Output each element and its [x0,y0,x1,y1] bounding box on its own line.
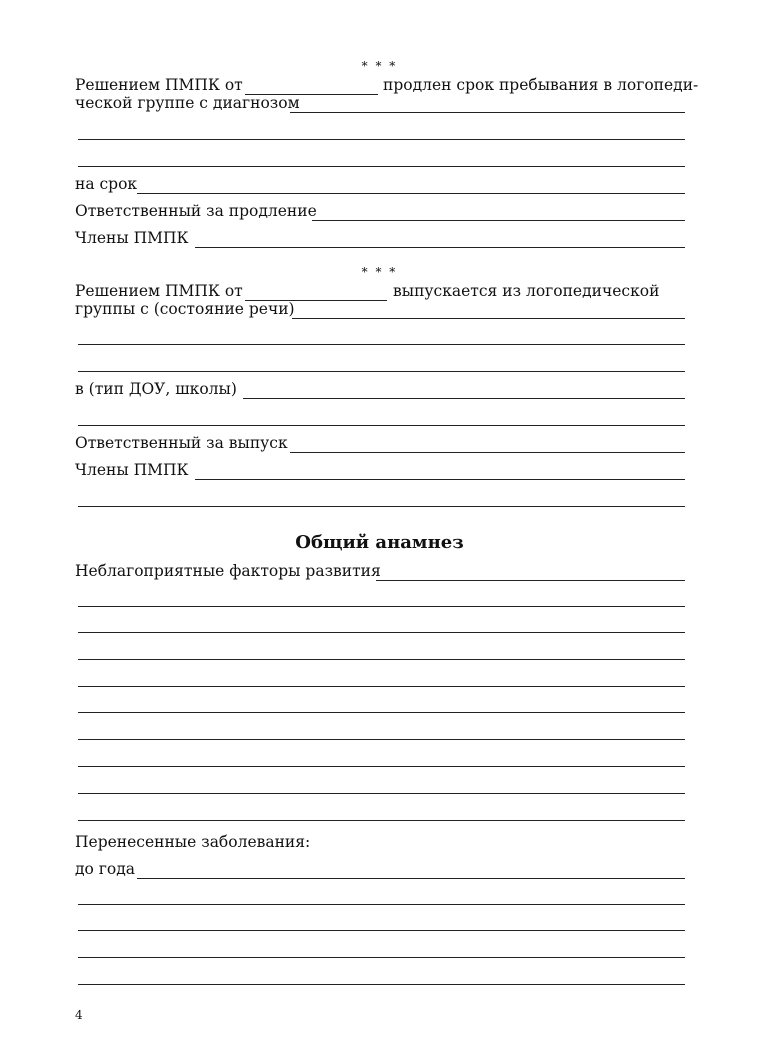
risk-factors-field-line[interactable] [78,793,685,794]
release-commission-members-field-line[interactable] [78,506,685,507]
past-diseases-label: Перенесенные заболевания: [75,833,311,851]
speech-state-field[interactable] [292,318,685,319]
risk-factors-field-line[interactable] [78,820,685,821]
before-one-year-field[interactable] [137,878,685,879]
commission-members-field[interactable] [195,247,685,248]
risk-factors-field-line[interactable] [78,686,685,687]
responsible-extension-label: Ответственный за продление [75,202,317,220]
risk-factors-field[interactable] [376,580,685,581]
diagnosis-field-line[interactable] [78,166,685,167]
page-number: 4 [75,1008,83,1022]
risk-factors-field-line[interactable] [78,712,685,713]
before-one-year-field-line[interactable] [78,984,685,985]
risk-factors-label: Неблагоприятные факторы развития [75,562,381,580]
risk-factors-field-line[interactable] [78,659,685,660]
responsible-extension-field[interactable] [312,220,685,221]
release-decision-date-label: Решением ПМПК от [75,282,243,300]
before-one-year-field-line[interactable] [78,904,685,905]
section-separator-stars: * * * [361,265,398,279]
diagnosis-label: ческой группе с диагнозом [75,94,300,112]
diagnosis-field-line[interactable] [78,139,685,140]
commission-members-label: Члены ПМПК [75,229,189,247]
release-text: выпускается из логопедической [393,282,660,300]
decision-date-label: Решением ПМПК от [75,76,243,94]
diagnosis-field[interactable] [290,112,685,113]
section-separator-stars: * * * [361,59,398,73]
extension-text: продлен срок пребывания в логопеди- [383,76,699,94]
institution-type-field-line[interactable] [78,425,685,426]
speech-state-label: группы с (состояние речи) [75,300,295,318]
section-heading: Общий анамнез [295,532,464,553]
institution-type-label: в (тип ДОУ, школы) [75,380,237,398]
risk-factors-field-line[interactable] [78,632,685,633]
before-one-year-field-line[interactable] [78,957,685,958]
term-label: на срок [75,175,138,193]
responsible-release-label: Ответственный за выпуск [75,434,288,452]
risk-factors-field-line[interactable] [78,766,685,767]
risk-factors-field-line[interactable] [78,606,685,607]
responsible-release-field[interactable] [290,452,685,453]
speech-state-field-line[interactable] [78,344,685,345]
release-commission-members-label: Члены ПМПК [75,461,189,479]
term-field[interactable] [137,193,685,194]
speech-state-field-line[interactable] [78,371,685,372]
before-one-year-label: до года [75,860,136,878]
release-commission-members-field[interactable] [195,479,685,480]
institution-type-field[interactable] [243,398,685,399]
risk-factors-field-line[interactable] [78,739,685,740]
before-one-year-field-line[interactable] [78,930,685,931]
